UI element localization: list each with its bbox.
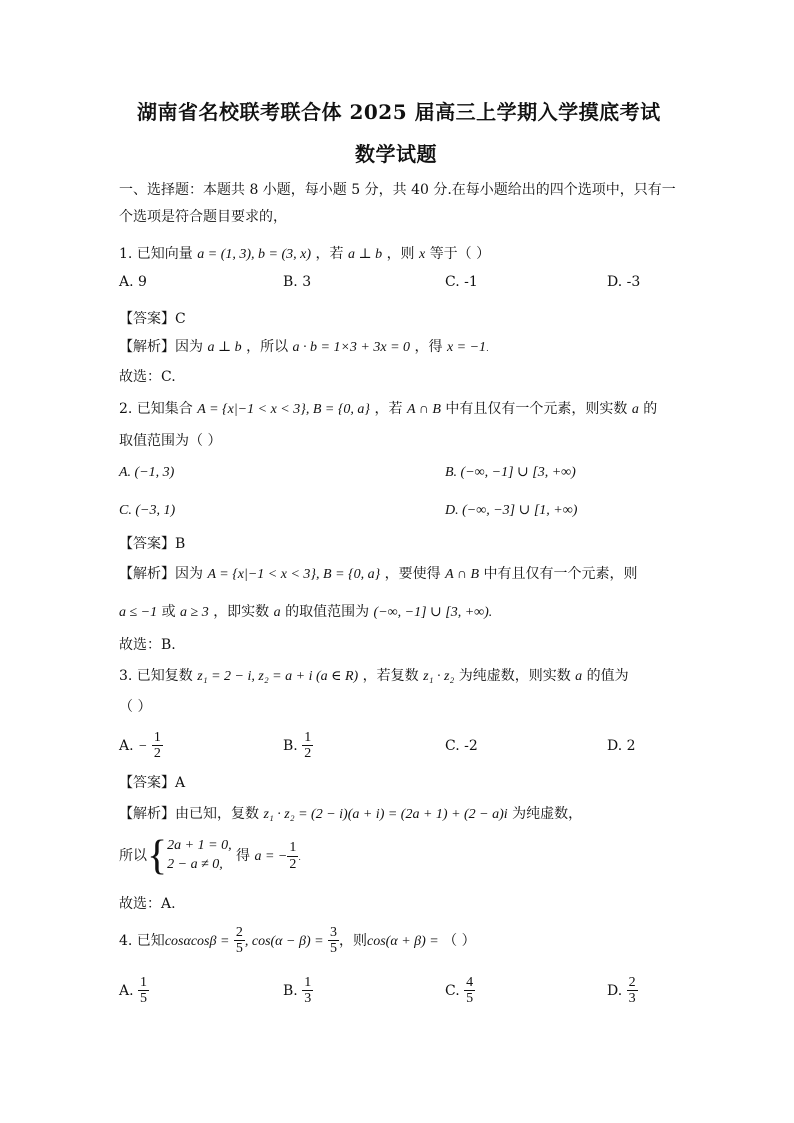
q2-analysis-l2-math3: a <box>273 605 281 620</box>
q4-option-b <box>283 975 313 1007</box>
q1-math-x: x <box>419 247 426 262</box>
q4-option-c-label: C. <box>445 982 460 999</box>
q4-option-d-num: 2 <box>628 975 636 990</box>
q2-analysis-l2-math4: (−∞, −1] ∪ [3, +∞). <box>373 605 493 620</box>
q1-stem-middle: ，若 <box>315 246 344 262</box>
q2-conclusion: 故选：B. <box>119 637 176 653</box>
q4-option-a-frac <box>138 975 149 1007</box>
page-title-line2: 数学试题 <box>355 142 437 166</box>
q3-analysis-frac-den: 2 <box>289 856 297 872</box>
q4-option-a-num: 1 <box>140 975 148 990</box>
q4-option-a-den: 5 <box>140 991 148 1007</box>
q3-option-b-label: B. <box>283 737 298 754</box>
q2-option-b: B. (−∞, −1] ∪ [3, +∞) <box>445 465 576 480</box>
q3-option-b-den: 2 <box>304 746 312 762</box>
q3-option-a-sign: − <box>138 738 148 754</box>
q4-option-b-label: B. <box>283 982 298 999</box>
q3-analysis-text1: 由已知，复数 <box>175 806 259 822</box>
q1-stem <box>119 246 490 264</box>
q3-sys-eq1: 2a + 1 = 0, <box>167 838 232 854</box>
q4-option-b-frac <box>302 975 313 1007</box>
q3-analysis-l2-text2: 得 <box>236 848 251 864</box>
q3-answer: 【答案】A <box>119 775 186 791</box>
section-intro-line2: 个选项是符合题目要求的， <box>119 209 287 225</box>
q2-math-sets: A = {x|−1 < x < 3}, B = {0, a} <box>197 402 371 417</box>
q4-frac2 <box>328 925 339 957</box>
q2-answer: 【答案】B <box>119 536 186 552</box>
q2-stem-prefix: 2. 已知集合 <box>119 401 193 417</box>
q4-option-a <box>119 975 149 1007</box>
q3-option-a-den: 2 <box>153 746 161 762</box>
q1-option-c: C. -1 <box>445 274 478 290</box>
q2-analysis-text1: 因为 <box>175 566 203 582</box>
q3-math-prod: z₁ · z₂ <box>423 669 455 684</box>
q3-stem-end: 的值为 <box>586 668 629 684</box>
q2-stem-middle: ，若 <box>374 401 403 417</box>
q4-option-b-num: 1 <box>304 975 312 990</box>
q3-equation-system <box>167 837 231 875</box>
q3-option-b-num: 1 <box>304 730 312 745</box>
q2-analysis-math2: A ∩ B <box>445 567 480 582</box>
q1-math-vectors: a = (1, 3), b = (3, x) <box>197 247 312 262</box>
q3-brace-icon: { <box>147 833 168 879</box>
q4-frac1-den: 5 <box>235 941 243 957</box>
q1-stem-prefix: 1. 已知向量 <box>119 246 193 262</box>
q4-option-d-den: 3 <box>628 991 636 1007</box>
q2-stem-suffix: 中有且仅有一个元素，则实数 <box>445 401 628 417</box>
q1-stem-end: 等于（ ） <box>429 246 491 262</box>
q2-stem-end: 的 <box>643 401 658 417</box>
q3-stem-line2: （ ） <box>119 699 152 715</box>
q4-stem <box>119 925 476 957</box>
q4-frac2-den: 5 <box>330 941 338 957</box>
q1-option-d: D. -3 <box>607 274 641 290</box>
q4-frac1 <box>234 925 245 957</box>
q4-stem-middle: ，则 <box>339 932 368 949</box>
q1-stem-suffix: ，则 <box>386 246 415 262</box>
q4-option-d-label: D. <box>607 982 623 999</box>
q1-answer: 【答案】C <box>119 311 186 327</box>
q4-option-a-label: A. <box>119 982 134 999</box>
q3-math-a: a <box>575 669 583 684</box>
q1-analysis-text3: ，得 <box>414 339 443 355</box>
q2-analysis-l2-text2: ，即实数 <box>213 604 270 620</box>
q3-analysis-label: 【解析】 <box>119 806 175 822</box>
q4-stem-end: （ ） <box>443 932 476 949</box>
q3-conclusion: 故选：A. <box>119 896 176 912</box>
q4-frac2-num: 3 <box>330 925 338 940</box>
q4-option-d-frac <box>627 975 638 1007</box>
q4-option-c-den: 5 <box>466 991 474 1007</box>
q3-analysis-l2-math: a = − <box>254 849 288 864</box>
q3-stem-middle: ，若复数 <box>362 668 419 684</box>
q4-option-c-num: 4 <box>466 975 474 990</box>
q4-frac1-num: 2 <box>235 925 243 940</box>
q3-stem-prefix: 3. 已知复数 <box>119 668 193 684</box>
q4-option-b-den: 3 <box>304 991 312 1007</box>
q1-analysis-text2: ，所以 <box>246 339 289 355</box>
q3-option-c: C. -2 <box>445 738 478 754</box>
q2-analysis-text3: 中有且仅有一个元素，则 <box>483 566 638 582</box>
q3-sys-eq2: 2 − a ≠ 0, <box>167 857 223 872</box>
q2-option-c: C. (−3, 1) <box>119 503 176 518</box>
q4-math1: cosαcosβ = <box>164 933 230 949</box>
q3-option-a-frac <box>152 730 163 762</box>
q3-option-a <box>119 730 163 762</box>
q4-option-c <box>445 975 475 1007</box>
q3-option-d: D. 2 <box>607 738 636 754</box>
q3-analysis-frac <box>287 840 298 872</box>
q3-analysis-math1: z₁ · z₂ = (2 − i)(a + i) = (2a + 1) + (2 − a)i <box>263 807 508 822</box>
q1-math-perp: a ⊥ b <box>347 247 383 262</box>
q2-analysis-label: 【解析】 <box>119 566 175 582</box>
q3-math-z: z₁ = 2 − i, z₂ = a + i (a ∈ R) <box>197 669 359 684</box>
q2-option-d: D. (−∞, −3] ∪ [1, +∞) <box>445 503 578 518</box>
q1-option-a: A. 9 <box>119 274 147 290</box>
q1-analysis-math2: a · b = 1×3 + 3x = 0 <box>292 340 411 355</box>
q2-analysis-l2-text3: 的取值范围为 <box>285 604 370 620</box>
q3-stem-suffix: 为纯虚数，则实数 <box>458 668 571 684</box>
q2-stem-line2: 取值范围为（ ） <box>119 433 222 449</box>
q3-analysis-frac-num: 1 <box>289 840 297 856</box>
q3-option-b-frac <box>302 730 313 762</box>
q4-option-d <box>607 975 638 1007</box>
q4-option-c-frac <box>464 975 475 1007</box>
q3-analysis-line2: 所以{ 2a + 1 = 0, 2 − a ≠ 0, 得 a = − $\frac{1}{2}$ . <box>119 833 301 879</box>
q2-analysis-l2-math1: a ≤ −1 <box>119 605 158 620</box>
page-title-line1: 湖南省名校联考联合体 2025 届高三上学期入学摸底考试 <box>137 100 661 124</box>
q1-analysis-math1: a ⊥ b <box>207 340 242 355</box>
q3-stem <box>119 668 629 686</box>
q1-analysis-label: 【解析】 <box>119 339 175 355</box>
q1-analysis-text1: 因为 <box>175 339 203 355</box>
q3-analysis-text2: 为纯虚数， <box>512 806 583 822</box>
q1-conclusion: 故选：C. <box>119 369 176 385</box>
q2-analysis-line2 <box>119 604 492 622</box>
q2-analysis-line1 <box>119 566 638 584</box>
q2-analysis-l2-math2: a ≥ 3 <box>180 605 209 620</box>
section-intro-line1: 一、选择题：本题共 8 小题，每小题 5 分，共 40 分.在每小题给出的四个选项中，只有一 <box>119 182 676 198</box>
q2-analysis-l2-text1: 或 <box>161 604 176 620</box>
q3-analysis-l2-text1: 所以 <box>119 848 147 864</box>
q2-analysis-text2: ，要使得 <box>384 566 441 582</box>
q2-option-a: A. (−1, 3) <box>119 465 175 480</box>
q3-option-a-num: 1 <box>153 730 161 745</box>
q2-analysis-math1: A = {x|−1 < x < 3}, B = {0, a} <box>207 567 381 582</box>
q1-option-b: B. 3 <box>283 274 312 290</box>
q3-option-a-label: A. <box>119 737 134 754</box>
q2-math-a: a <box>631 402 639 417</box>
q3-option-b <box>283 730 313 762</box>
q2-stem <box>119 401 657 419</box>
q1-analysis-math3: x = −1 <box>446 340 487 355</box>
q4-math2: , cos(α − β) = <box>244 933 324 949</box>
q4-math3: cos(α + β) = <box>367 933 439 949</box>
q1-analysis: 【解析】因为 a ⊥ b ，所以 a · b = 1×3 + 3x = 0 ，得 x = −1. <box>119 339 489 355</box>
q3-analysis-line1 <box>119 806 582 824</box>
q2-math-cap: A ∩ B <box>406 402 441 417</box>
q4-stem-prefix: 4. 已知 <box>119 932 165 949</box>
